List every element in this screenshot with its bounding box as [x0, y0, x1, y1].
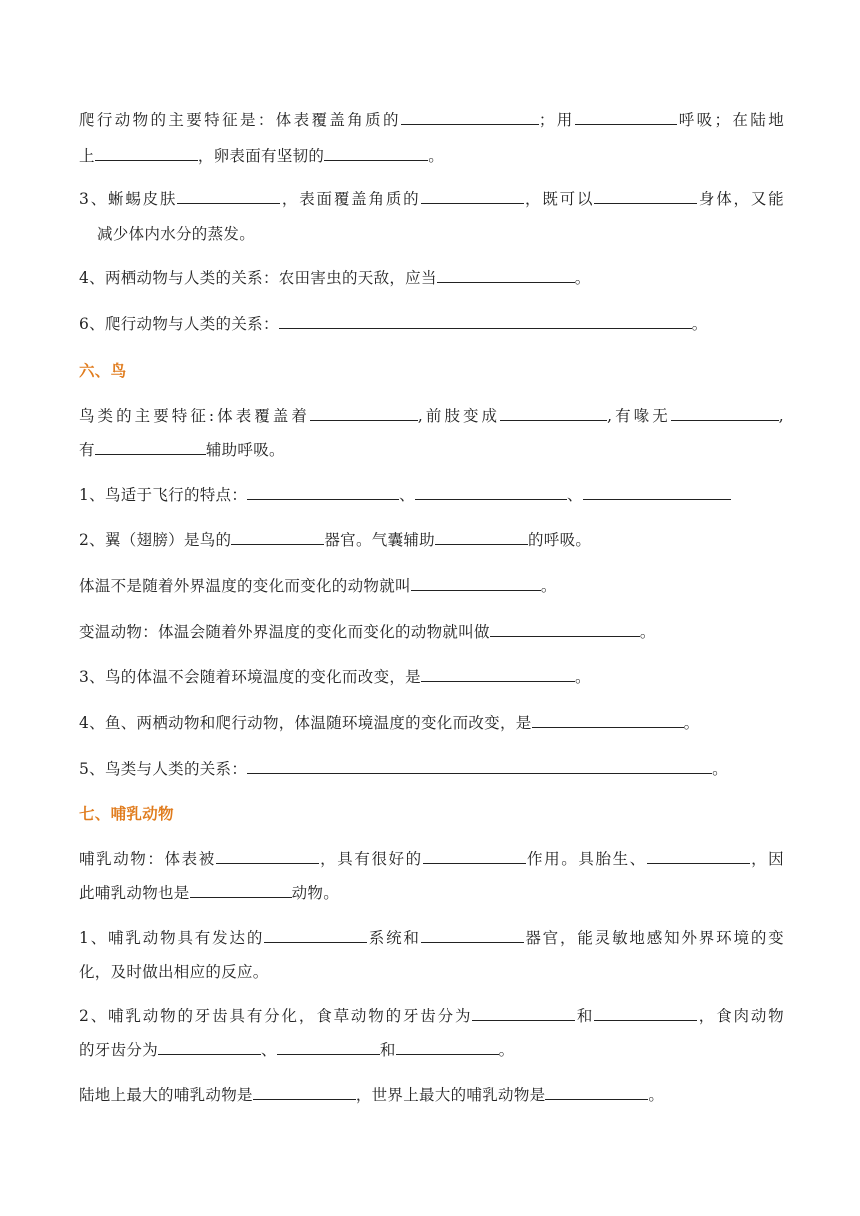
- blank[interactable]: [423, 849, 526, 864]
- text-line: 陆地上最大的哺乳动物是 ，世界上最大的哺乳动物是 。: [79, 1086, 665, 1104]
- blank[interactable]: [411, 576, 541, 591]
- blank[interactable]: [647, 849, 750, 864]
- text-line: 3、鸟的体温不会随着环境温度的变化而改变，是 。: [79, 668, 591, 686]
- blank[interactable]: [158, 1040, 261, 1055]
- blank[interactable]: [247, 485, 399, 500]
- section-heading-birds: 六、鸟: [79, 361, 127, 380]
- text-line: 化，及时做出相应的反应。: [79, 963, 269, 981]
- text-line: 3、蜥蜴皮肤 ，表面覆盖角质的 ，既可以 身体，又能: [79, 190, 784, 208]
- blank[interactable]: [472, 1006, 575, 1021]
- blank[interactable]: [190, 883, 292, 898]
- text-line: 5、鸟类与人类的关系： 。: [79, 760, 728, 778]
- blank[interactable]: [421, 667, 575, 682]
- blank[interactable]: [545, 1085, 648, 1100]
- blank[interactable]: [264, 928, 367, 943]
- blank[interactable]: [532, 713, 684, 728]
- blank[interactable]: [177, 189, 280, 204]
- text-line: 体温不是随着外界温度的变化而变化的动物就叫 。: [79, 577, 557, 595]
- blank[interactable]: [95, 146, 198, 161]
- blank[interactable]: [594, 1006, 697, 1021]
- blank[interactable]: [253, 1085, 356, 1100]
- text-line: 变温动物：体温会随着外界温度的变化而变化的动物就叫做 。: [79, 623, 656, 641]
- blank[interactable]: [594, 189, 697, 204]
- text-line: 减少体内水分的蒸发。: [97, 225, 256, 243]
- blank[interactable]: [324, 146, 428, 161]
- text-line: 4、两栖动物与人类的关系：农田害虫的天敌，应当 。: [79, 269, 591, 287]
- text-line: 有 辅助呼吸。: [79, 441, 285, 459]
- blank[interactable]: [277, 1040, 380, 1055]
- blank[interactable]: [396, 1040, 499, 1055]
- text-line: 上 ，卵表面有坚韧的 。: [79, 147, 445, 165]
- blank[interactable]: [231, 530, 324, 545]
- text-line: 1、鸟适于飞行的特点： 、 、: [79, 485, 784, 506]
- blank[interactable]: [575, 110, 677, 125]
- text-line: 2、翼（翅膀）是鸟的 器官。气囊辅助 的呼吸。: [79, 531, 592, 549]
- blank[interactable]: [310, 406, 418, 421]
- blank[interactable]: [279, 314, 692, 329]
- blank[interactable]: [435, 530, 528, 545]
- blank[interactable]: [437, 268, 575, 283]
- blank[interactable]: [500, 406, 607, 421]
- blank[interactable]: [671, 406, 779, 421]
- blank[interactable]: [490, 622, 640, 637]
- blank[interactable]: [583, 485, 731, 500]
- text-line: 爬行动物的主要特征是：体表覆盖角质的 ；用 呼吸；在陆地: [79, 111, 784, 129]
- text-line: 2、哺乳动物的牙齿具有分化，食草动物的牙齿分为 和 ，食肉动物: [79, 1007, 784, 1025]
- text-line: 4、鱼、两栖动物和爬行动物，体温随环境温度的变化而改变，是 。: [79, 714, 700, 732]
- blank[interactable]: [401, 110, 539, 125]
- text-line: 哺乳动物：体表被 ，具有很好的 作用。具胎生、 ，因: [79, 850, 784, 868]
- text-line: 1、哺乳动物具有发达的 系统和 器官，能灵敏地感知外界环境的变: [79, 929, 784, 947]
- blank[interactable]: [415, 485, 567, 500]
- blank[interactable]: [247, 759, 712, 774]
- text-line: 的牙齿分为 、 和 。: [79, 1041, 515, 1059]
- blank[interactable]: [421, 928, 524, 943]
- blank[interactable]: [216, 849, 319, 864]
- section-heading-mammals: 七、哺乳动物: [79, 804, 174, 823]
- blank[interactable]: [421, 189, 524, 204]
- blank[interactable]: [95, 440, 206, 455]
- text-line: 此哺乳动物也是 动物。: [79, 884, 340, 902]
- text-line: 鸟类的主要特征:体表覆盖着 ,前肢变成 ,有喙无 ,: [79, 407, 784, 425]
- text-line: 6、爬行动物与人类的关系： 。: [79, 315, 708, 333]
